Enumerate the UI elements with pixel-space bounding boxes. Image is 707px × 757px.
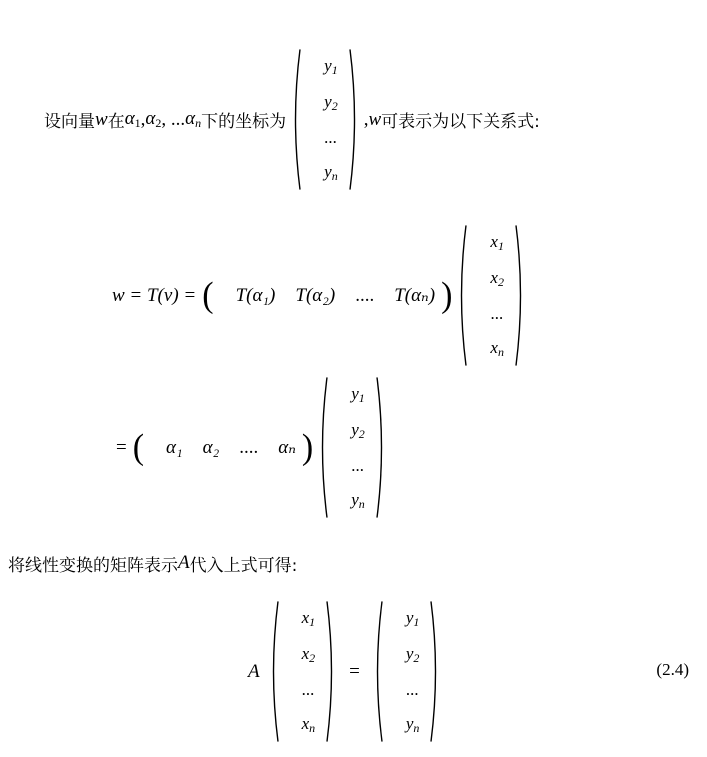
equation-number: (2.4) [656, 660, 689, 679]
var-A: A [178, 552, 190, 573]
right-paren [375, 376, 387, 519]
right-paren [325, 600, 337, 743]
text-prefix: 设向量 [44, 112, 95, 132]
comma-dots: , ... [161, 108, 186, 130]
alpha-n: $\alpha_n$ [185, 108, 202, 130]
equation-transform [112, 224, 530, 367]
text-comma: , [363, 108, 369, 130]
vector-entry: $x_n$ [490, 338, 504, 360]
row-vector-T [202, 275, 453, 315]
text-suffix: 下的坐标为 [201, 112, 287, 132]
eq1-lhs: w = T(v) = [112, 284, 197, 306]
left-paren [372, 600, 384, 743]
row-entry: αₙ [278, 437, 296, 458]
vector-entry: ... [406, 680, 420, 700]
vector-entry: ... [490, 304, 504, 324]
alpha-2: $\alpha_2$ [145, 108, 162, 130]
right-paren [348, 48, 360, 191]
vector-entry: $x_1$ [490, 231, 504, 253]
vector-y [317, 376, 387, 519]
left-paren [456, 224, 468, 367]
vector-entry: $y_1$ [351, 383, 365, 405]
vector-entry: $x_2$ [301, 643, 316, 665]
row-entry: α₂ [202, 436, 220, 458]
equation-basis [116, 376, 391, 519]
line-coordinates [44, 48, 540, 191]
vector-entry: ... [302, 680, 315, 700]
vector-entry: $y_1$ [405, 607, 420, 629]
row-entry: T(α₁) [235, 284, 276, 306]
vector-entry: $y_n$ [324, 162, 338, 184]
vector-entry: $x_1$ [301, 607, 316, 629]
text2-suffix: 代入上式可得: [189, 555, 298, 576]
vector-entry: $x_n$ [301, 714, 316, 736]
equation-2-4 [248, 600, 445, 743]
vector-entry: ... [324, 128, 338, 148]
var-w: w [95, 108, 108, 130]
left-paren: ( [202, 275, 214, 315]
vector-entry: $y_2$ [351, 419, 365, 441]
vector-y [372, 600, 442, 743]
left-paren [290, 48, 302, 191]
alpha-1: $\alpha_1$ [124, 108, 141, 130]
var-w-2: w [368, 108, 382, 130]
vector-entry: $y_n$ [351, 490, 365, 512]
left-paren: ( [132, 427, 145, 467]
right-paren: ) [301, 427, 314, 467]
row-entry: .... [239, 436, 259, 458]
vector-entry: $y_2$ [324, 91, 338, 113]
right-paren [514, 224, 526, 367]
right-paren: ) [441, 275, 453, 315]
vector-x [268, 600, 338, 743]
right-paren [429, 600, 441, 743]
vector-entry: $y_2$ [405, 643, 420, 665]
vector-entry: $y_1$ [324, 55, 338, 77]
vector-entry: $y_n$ [405, 714, 420, 736]
line-substitute [8, 550, 297, 576]
equals-sign: = [349, 660, 360, 682]
vector-entry: $x_2$ [490, 267, 504, 289]
row-vector-alpha [132, 427, 314, 467]
left-paren [317, 376, 329, 519]
text2-prefix: 将线性变换的矩阵表示 [8, 555, 178, 576]
row-entry: α₁ [166, 436, 183, 458]
vector-x [456, 224, 526, 367]
comma-1: , [140, 108, 146, 130]
coordinate-vector-y [290, 48, 360, 191]
text-after: 可表示为以下关系式: [381, 112, 540, 132]
left-paren [268, 600, 280, 743]
row-entry: T(αₙ) [394, 285, 436, 306]
eq2-lhs: = [116, 436, 127, 458]
vector-entry: ... [351, 456, 365, 476]
text-mid: 在 [107, 112, 125, 132]
row-entry: .... [355, 284, 375, 306]
matrix-A: A [248, 660, 260, 682]
row-entry: T(α₂) [295, 284, 336, 306]
